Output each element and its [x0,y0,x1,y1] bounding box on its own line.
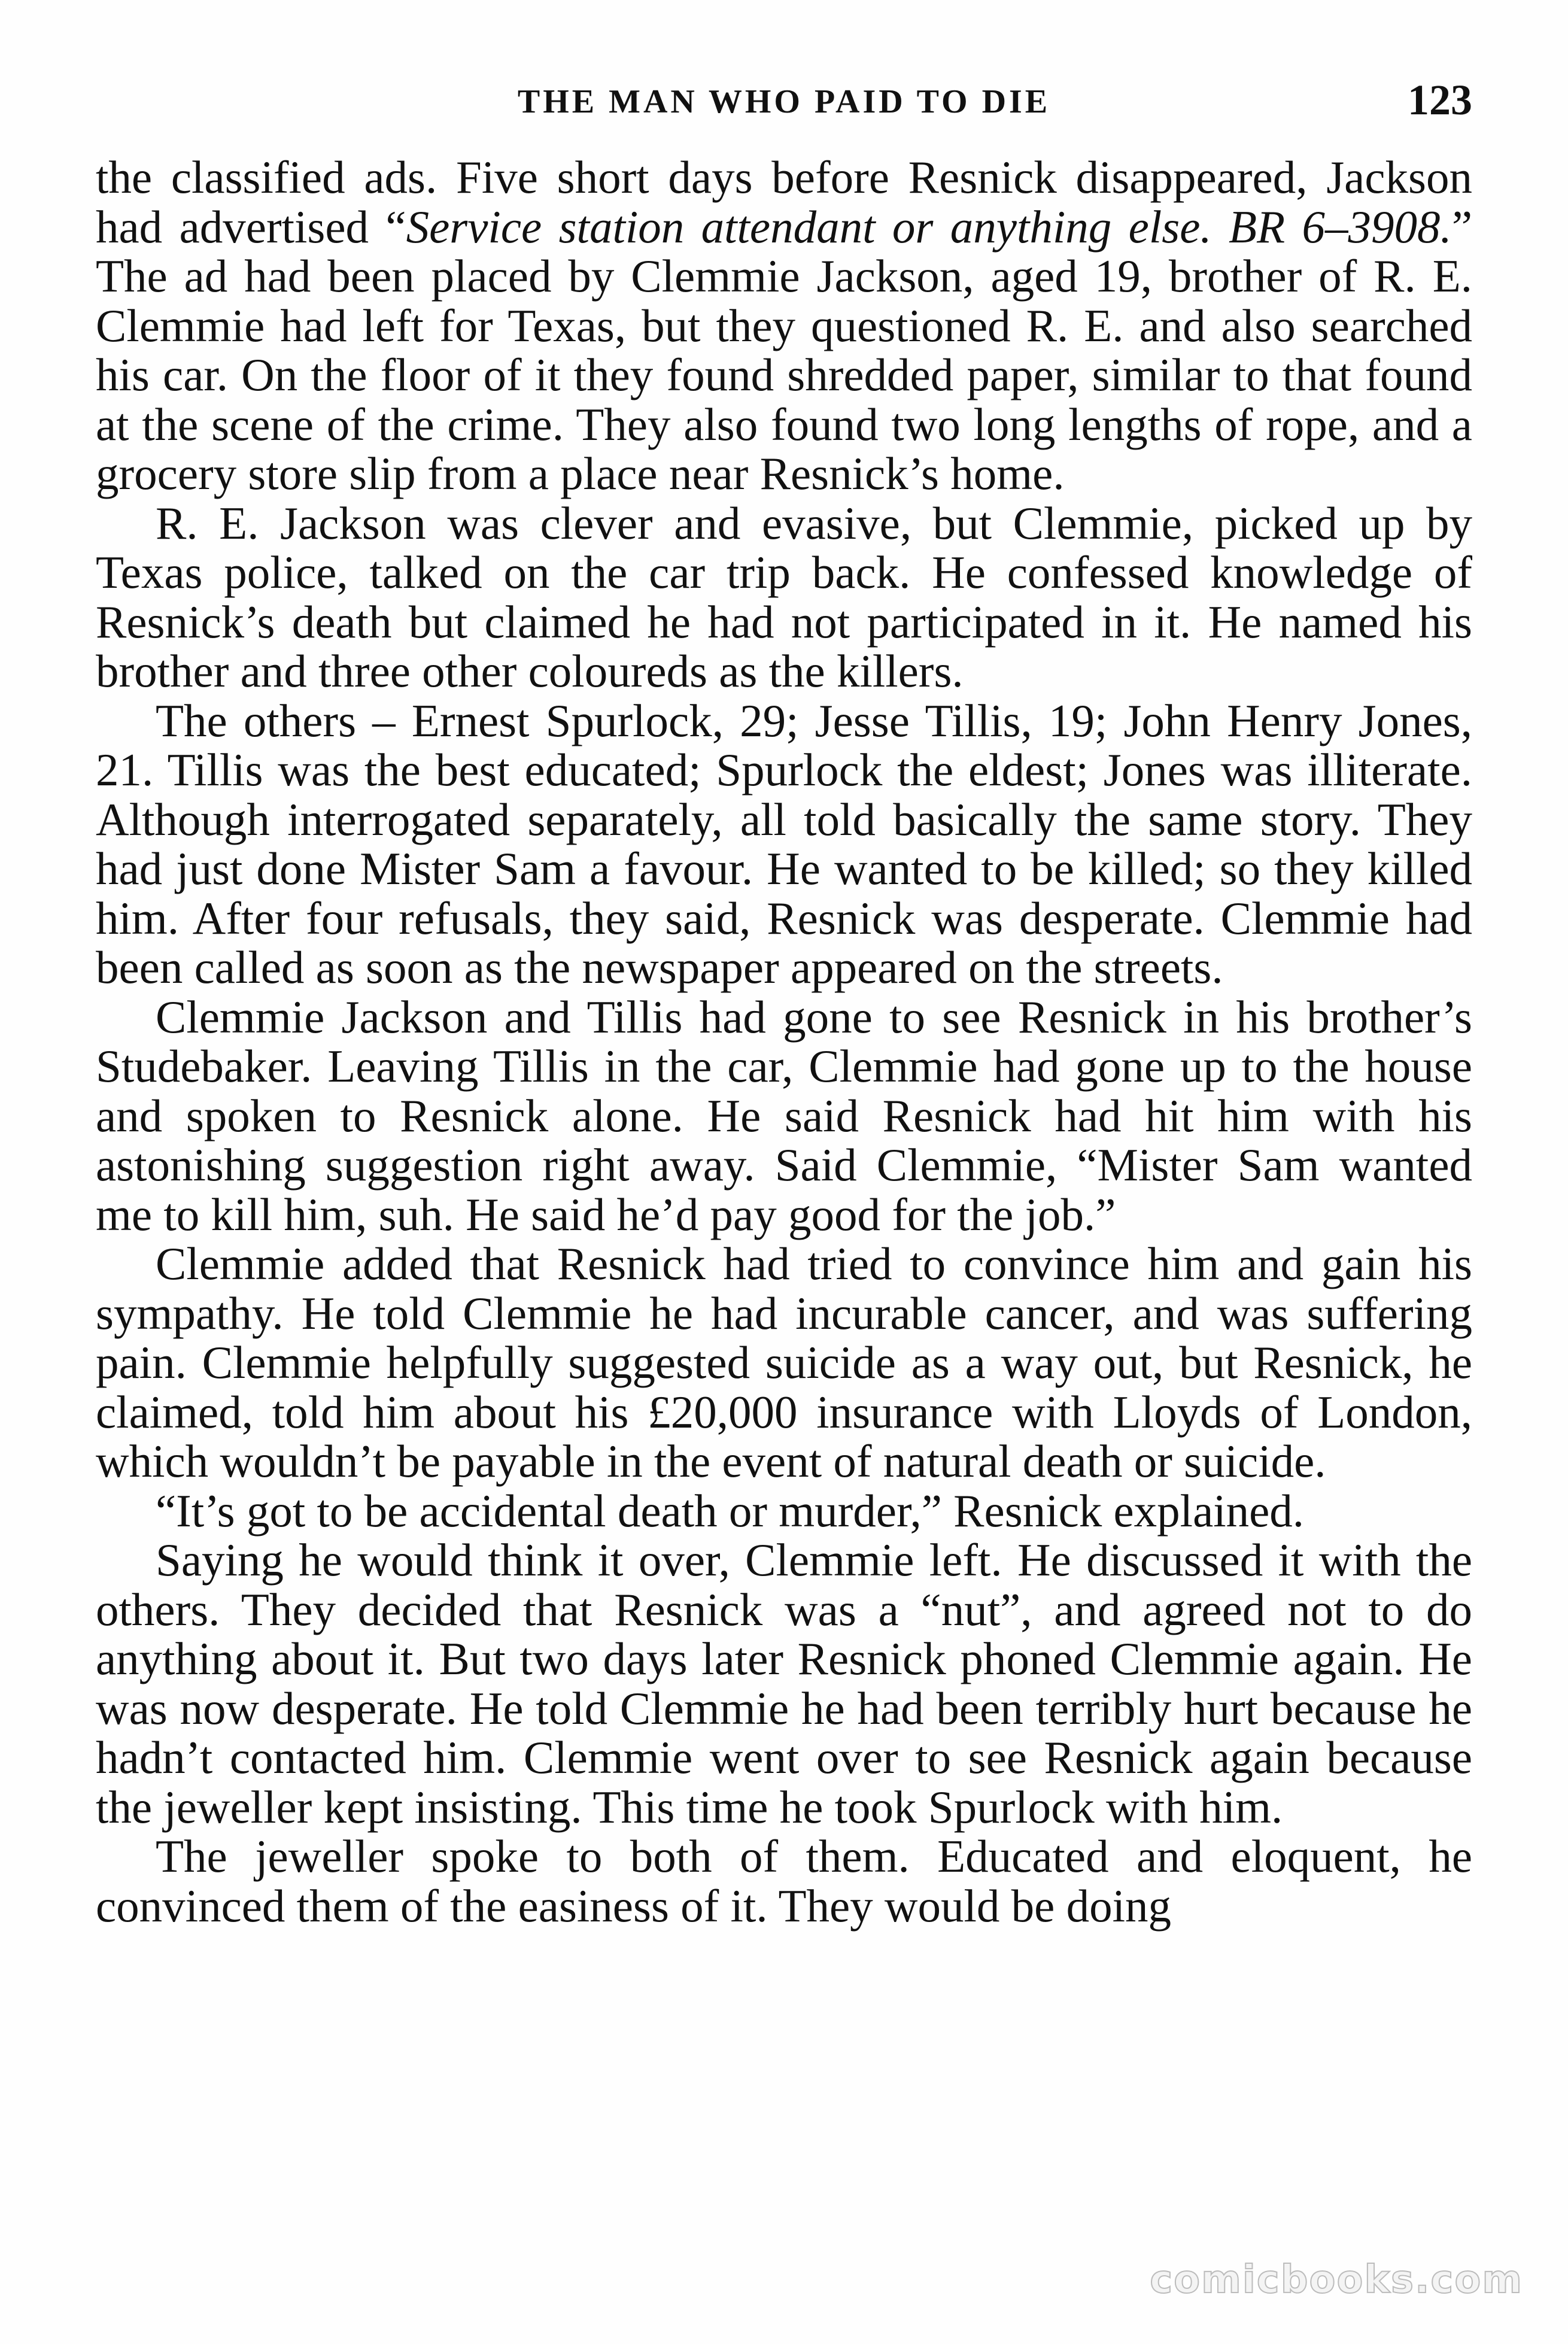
paragraph-text: ” The ad had been placed by Clemmie Jackson, aged 19, brother of R. E. Clemmie had left for Texas, but they questioned R. E. and also searched his car. On the floor of it they found shredded paper, similar to that found at the scene of the crime. They also found two long lengths of rope, and a grocery store slip from a place near Resnick’s home. [96,201,1472,499]
paragraph: R. E. Jackson was clever and evasive, but Clemmie, picked up by Texas police, talked on the car trip back. He confessed knowledge of Resnick’s death but claimed he had not participated in it. He named his brother and three other coloureds as the killers. [96,497,1472,697]
paragraph: The others – Ernest Spurlock, 29; Jesse Tillis, 19; John Henry Jones, 21. Tillis was the best educated; Spurlock the eldest; Jones was illiterate. Although interrogated separately, all told basically the same story. They had just done Mister Sam a favour. He wanted to be killed; so they killed him. After four refusals, they said, Resnick was desperate. Clemmie had been called as soon as the newspaper appeared on the streets. [96,694,1472,993]
paragraph: Saying he would think it over, Clemmie left. He discussed it with the others. They decided that Resnick was a “nut”, and agreed not to do anything about it. But two days later Resnick phoned Clemmie again. He was now desperate. He told Clemmie he had been terribly hurt because he hadn’t contacted him. Clemmie went over to see Resnick again because the jeweller kept insisting. This time he took Spurlock with him. [96,1534,1472,1833]
page-number: 123 [1408,76,1472,124]
paragraph: The jeweller spoke to both of them. Educated and eloquent, he convinced them of the easiness of it. They would be doing [96,1830,1472,1932]
paragraph: Clemmie Jackson and Tillis had gone to see Resnick in his brother’s Studebaker. Leaving Tillis in the car, Clemmie had gone up to the house and spoken to Resnick alone. He said Resnick had hit him with his astonishing suggestion right away. Said Clemmie, “Mister Sam wanted me to kill him, suh. He said he’d pay good for the job.” [96,991,1472,1240]
paragraph-text: the classified ads. Five short days before Resnick disappeared, Jackson had advertised “ [96,151,1472,253]
paragraph: “It’s got to be accidental death or murder,” Resnick explained. [156,1484,1305,1537]
paragraph: Clemmie added that Resnick had tried to convince him and gain his sympathy. He told Clemmie he had incurable cancer, and was suffering pain. Clemmie helpfully suggested suicide as a way out, but Resnick, he claimed, told him about his £20,000 insurance with Lloyds of London, which wouldn’t be payable in the event of natural death or suicide. [96,1238,1472,1487]
running-title: THE MAN WHO PAID TO DIE [517,83,1051,120]
body-text [96,153,1472,1930]
watermark: comicbooks.com [1150,2258,1523,2302]
running-head [96,72,1472,132]
classified-ad-quote: Service station attendant or anything else. BR 6–3908. [406,201,1452,253]
paragraph-continued [96,153,1472,499]
